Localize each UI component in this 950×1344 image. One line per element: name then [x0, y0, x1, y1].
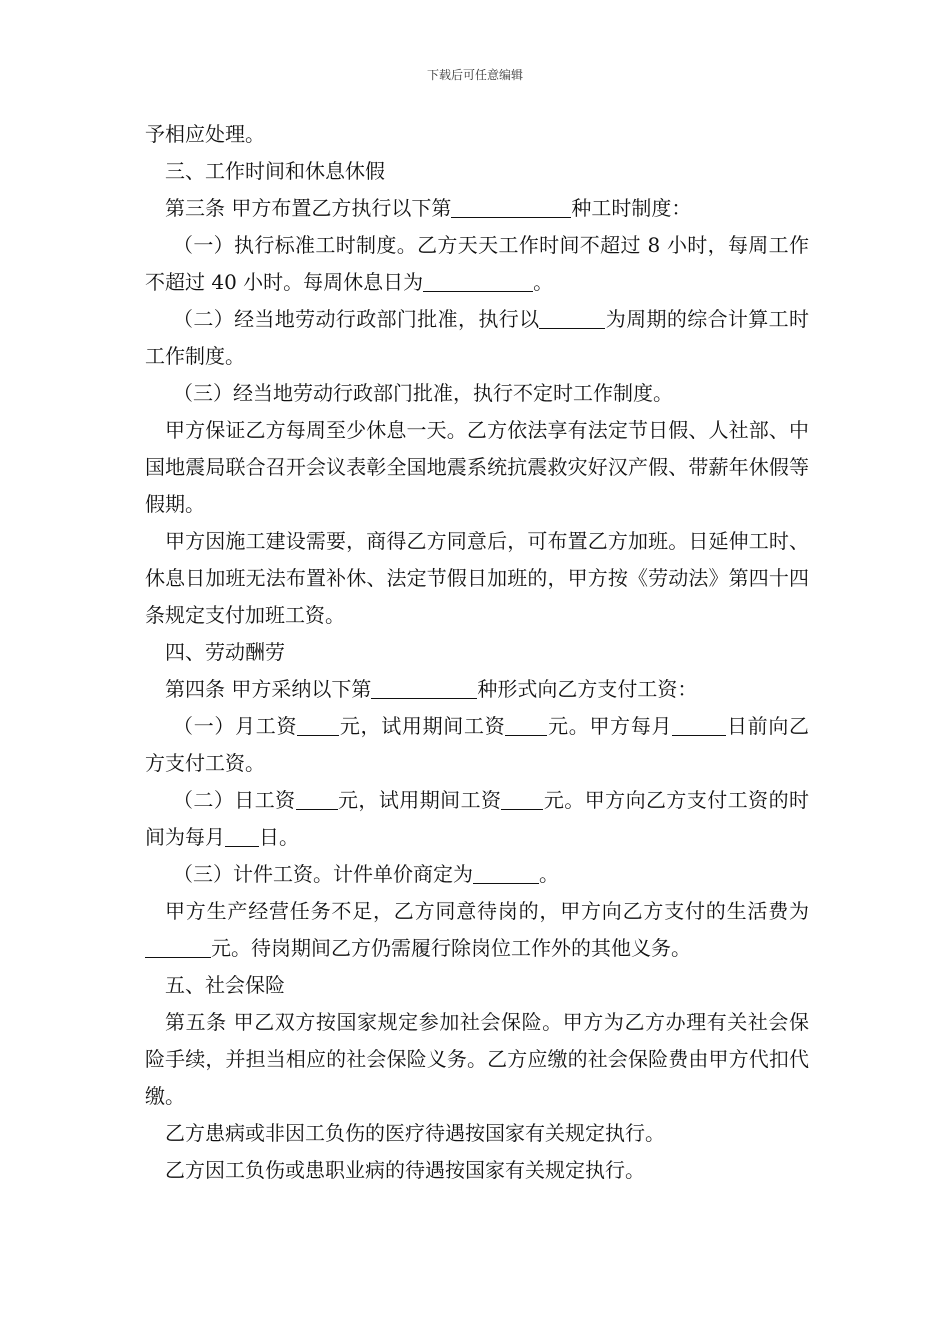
paragraph-text: 种工时制度：	[571, 196, 692, 220]
paragraph	[145, 1004, 809, 1115]
paragraph	[145, 190, 809, 227]
fill-in-blank	[296, 787, 338, 810]
paragraph	[145, 782, 809, 856]
paragraph	[145, 375, 809, 412]
fill-in-blank	[225, 824, 259, 847]
paragraph-text: 元。甲方向乙方支付工资的时间为每月	[145, 788, 810, 849]
document-body	[145, 116, 809, 1189]
paragraph-text: 种形式向乙方支付工资：	[477, 677, 698, 701]
paragraph-text: 第五条 甲乙双方按国家规定参加社会保险。甲方为乙方办理有关社会保险手续，并担当相应的社会保险义务。乙方应缴的社会保险费由甲方代扣代缴。	[145, 1010, 809, 1108]
paragraph	[145, 1152, 809, 1189]
paragraph	[145, 1115, 809, 1152]
paragraph-text: 乙方因工负伤或患职业病的待遇按国家有关规定执行。	[165, 1158, 645, 1182]
fill-in-blank	[297, 713, 339, 736]
paragraph-text: 三、工作时间和休息休假	[165, 159, 385, 183]
paragraph	[145, 412, 809, 523]
paragraph-text: 。	[539, 862, 559, 886]
fill-in-blank	[451, 195, 571, 218]
paragraph	[145, 153, 809, 190]
paragraph-text: 第三条 甲方布置乙方执行以下第	[165, 196, 452, 220]
fill-in-blank	[539, 306, 605, 329]
paragraph-text: 。	[533, 270, 554, 294]
paragraph-text: 元。待岗期间乙方仍需履行除岗位工作外的其他义务。	[211, 936, 691, 960]
paragraph-text: （一）月工资	[173, 714, 298, 738]
fill-in-blank	[473, 861, 539, 884]
paragraph	[145, 856, 809, 893]
paragraph-text: 日前向乙方支付工资。	[145, 714, 810, 775]
paragraph	[145, 116, 809, 153]
paragraph-text: 甲方因施工建设需要，商得乙方同意后，可布置乙方加班。日延伸工时、休息日加班无法布置补休、法定节假日加班的，甲方按《劳动法》第四十四条规定支付加班工资。	[145, 529, 809, 627]
paragraph-text: 元，试用期间工资	[337, 788, 502, 812]
paragraph	[145, 301, 809, 375]
fill-in-blank	[371, 676, 477, 699]
paragraph	[145, 227, 809, 301]
paragraph	[145, 708, 809, 782]
fill-in-blank	[145, 935, 211, 958]
fill-in-blank	[501, 787, 543, 810]
paragraph-text: 为周期的综合计算工时工作制度。	[145, 307, 810, 368]
paragraph-text: 五、社会保险	[165, 973, 285, 997]
paragraph-text: 乙方患病或非因工负伤的医疗待遇按国家有关规定执行。	[165, 1121, 665, 1145]
paragraph-text: 第四条 甲方采纳以下第	[165, 677, 372, 701]
paragraph-text: 甲方保证乙方每周至少休息一天。乙方依法享有法定节日假、人社部、中国地震局联合召开会议表彰全国地震系统抗震救灾好汉产假、带薪年休假等假期。	[145, 418, 809, 516]
paragraph	[145, 967, 809, 1004]
paragraph-text: 甲方生产经营任务不足，乙方同意待岗的，甲方向乙方支付的生活费为	[165, 899, 809, 923]
page-header: 下载后可任意编辑	[426, 68, 523, 82]
paragraph-text: （一）执行标准工时制度。乙方天天工作时间不超过 8 小时，每周工作不超过 40 小时。每周休息日为	[145, 233, 809, 294]
paragraph-text: （二）经当地劳动行政部门批准，执行以	[173, 307, 540, 331]
fill-in-blank	[423, 269, 533, 292]
paragraph-text: 元。甲方每月	[547, 714, 673, 738]
fill-in-blank	[672, 713, 726, 736]
paragraph-text: 四、劳动酬劳	[165, 640, 285, 664]
paragraph-text: （三）经当地劳动行政部门批准，执行不定时工作制度。	[173, 381, 673, 405]
paragraph	[145, 634, 809, 671]
paragraph-text: 日。	[259, 825, 299, 849]
paragraph	[145, 893, 809, 967]
paragraph-text: 予相应处理。	[145, 122, 265, 146]
paragraph-text: 元，试用期间工资	[339, 714, 506, 738]
paragraph-text: （三）计件工资。计件单价商定为	[173, 862, 473, 886]
paragraph	[145, 523, 809, 634]
paragraph-text: （二）日工资	[173, 788, 296, 812]
fill-in-blank	[505, 713, 547, 736]
paragraph	[145, 671, 809, 708]
